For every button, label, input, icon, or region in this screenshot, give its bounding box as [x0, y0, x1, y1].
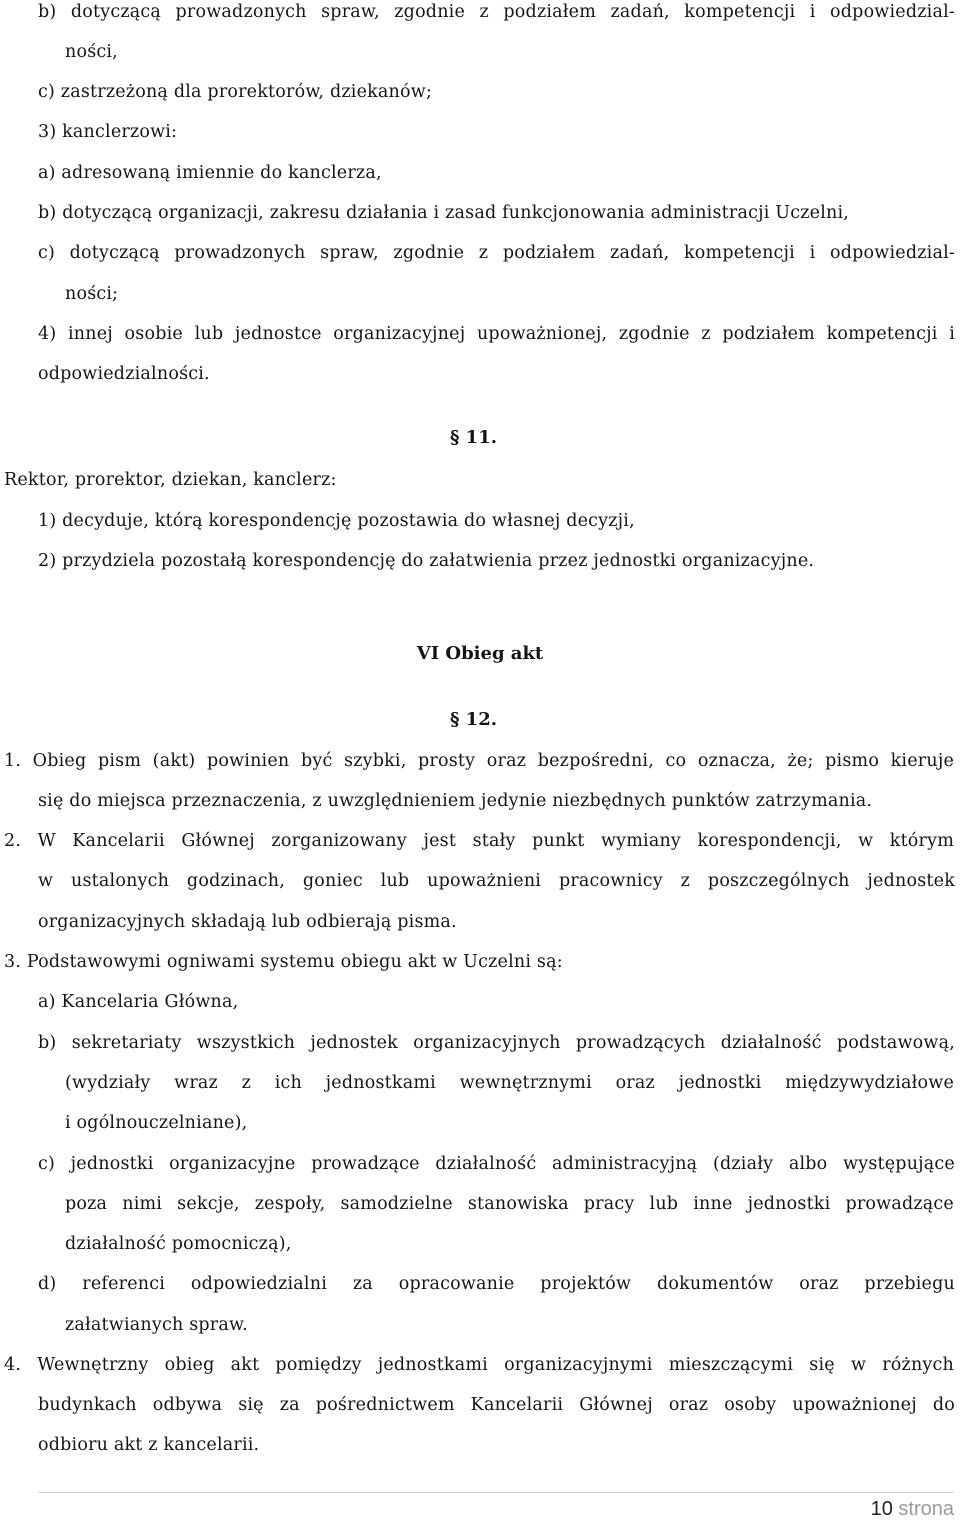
page-label: strona	[898, 1498, 954, 1520]
text-line: i ogólnouczelniane),	[65, 1113, 248, 1133]
page-footer	[871, 1497, 954, 1521]
chapter-heading: VI Obieg akt	[416, 643, 544, 664]
text-line: w ustalonych godzinach, goniec lub upoważnieni pracownicy z poszczególnych jednostek	[38, 871, 955, 891]
text-line: 2) przydziela pozostałą korespondencję do załatwienia przez jednostki organizacyjne.	[38, 551, 815, 571]
text-line: 4) innej osobie lub jednostce organizacyjnej upoważnionej, zgodnie z podziałem kompetencji i	[38, 324, 955, 344]
text-line: organizacyjnych składają lub odbierają pisma.	[38, 912, 457, 932]
text-line: c) dotyczącą prowadzonych spraw, zgodnie z podziałem zadań, kompetencji i odpowiedzial-	[38, 243, 955, 263]
text-line: a) adresowaną imiennie do kanclerza,	[38, 163, 382, 183]
text-line: 4. Wewnętrzny obieg akt pomiędzy jednostkami organizacyjnymi mieszczącymi się w różnych	[4, 1355, 954, 1375]
section-number: § 11.	[450, 427, 497, 448]
text-line: odbioru akt z kancelarii.	[38, 1435, 260, 1455]
text-line: odpowiedzialności.	[38, 364, 210, 384]
text-line: (wydziały wraz z ich jednostkami wewnętrznymi oraz jednostki międzywydziałowe	[65, 1073, 954, 1093]
text-line: 3) kanclerzowi:	[38, 122, 178, 142]
text-line: b) sekretariaty wszystkich jednostek organizacyjnych prowadzących działalność podstawową,	[38, 1033, 955, 1053]
text-line: c) zastrzeżoną dla prorektorów, dziekanów;	[38, 82, 433, 102]
text-line: b) dotyczącą prowadzonych spraw, zgodnie z podziałem zadań, kompetencji i odpowiedzial-	[38, 2, 955, 22]
text-line: działalność pomocniczą),	[65, 1234, 292, 1254]
text-line: poza nimi sekcje, zespoły, samodzielne stanowiska pracy lub inne jednostki prowadzące	[65, 1194, 954, 1214]
text-line: budynkach odbywa się za pośrednictwem Kancelarii Głównej oraz osoby upoważnionej do	[38, 1395, 955, 1415]
text-line: ności,	[65, 42, 118, 62]
text-line: 1. Obieg pism (akt) powinien być szybki, prosty oraz bezpośredni, co oznacza, że; pismo kieruje	[4, 751, 954, 771]
text-line: d) referenci odpowiedzialni za opracowanie projektów dokumentów oraz przebiegu	[38, 1274, 955, 1294]
text-line: 1) decyduje, którą korespondencję pozostawia do własnej decyzji,	[38, 511, 635, 531]
footer-divider	[38, 1492, 954, 1493]
text-line: 2. W Kancelarii Głównej zorganizowany jest stały punkt wymiany korespondencji, w którym	[4, 831, 954, 851]
page-number: 10	[870, 1498, 893, 1520]
text-line: się do miejsca przeznaczenia, z uwzględnieniem jedynie niezbędnych punktów zatrzymania.	[38, 791, 873, 811]
text-line: ności;	[65, 284, 119, 304]
text-line: a) Kancelaria Główna,	[38, 992, 239, 1012]
text-line: b) dotyczącą organizacji, zakresu działania i zasad funkcjonowania administracji Uczelni,	[38, 203, 850, 223]
text-line: Rektor, prorektor, dziekan, kanclerz:	[4, 470, 337, 490]
text-line: c) jednostki organizacyjne prowadzące działalność administracyjną (działy albo występujące	[38, 1154, 955, 1174]
text-line: załatwianych spraw.	[65, 1315, 248, 1335]
text-line: 3. Podstawowymi ogniwami systemu obiegu akt w Uczelni są:	[4, 952, 563, 972]
section-number: § 12.	[450, 709, 497, 730]
